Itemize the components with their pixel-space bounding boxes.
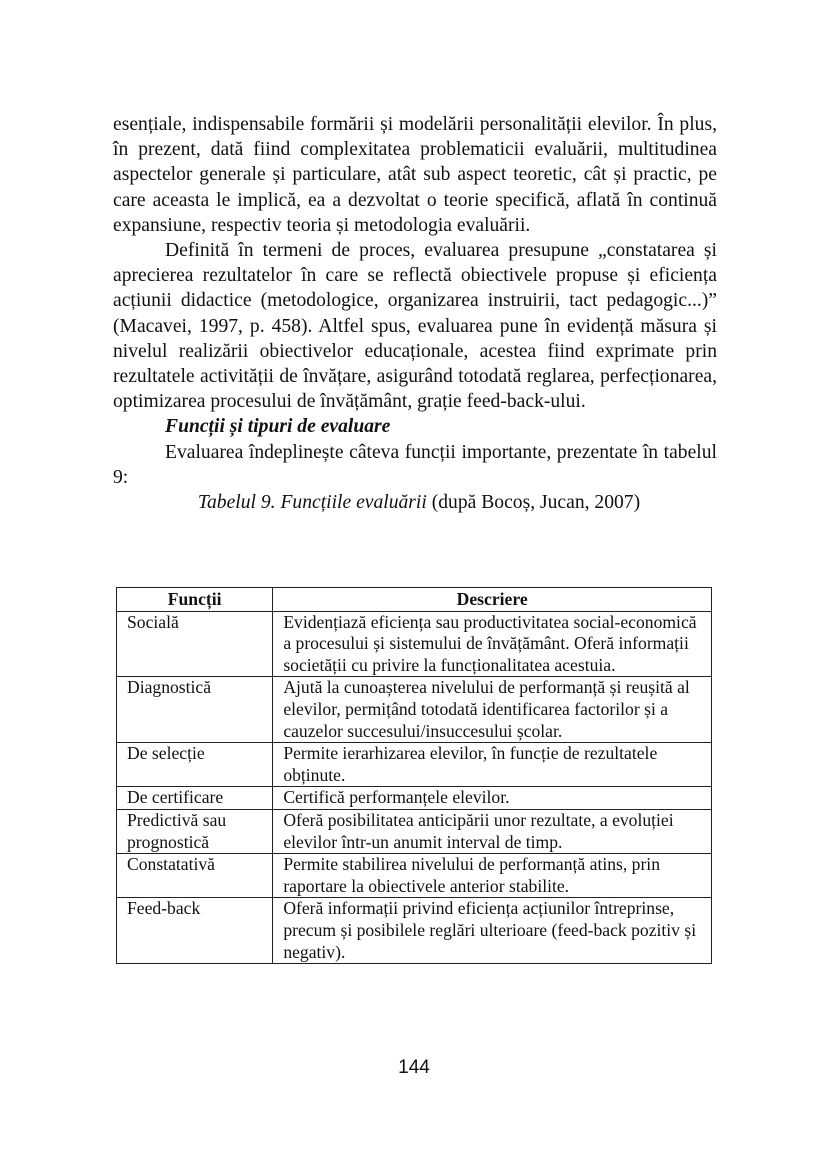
function-name-cell: Socială [117, 611, 273, 677]
function-description-cell: Permite stabilirea nivelului de performanță atins, prin raportare la obiectivele anterior stabilite. [273, 854, 712, 898]
functions-table-wrapper [116, 587, 712, 964]
function-name-cell: De certificare [117, 787, 273, 810]
section-heading: Funcții și tipuri de evaluare [165, 416, 391, 438]
function-description-cell: Oferă informații privind eficiența acțiunilor întreprinse, precum și posibilele reglări ulterioare (feed-back pozitiv și negativ). [273, 898, 712, 964]
paragraph-intro: esențiale, indispensabile formării și modelării personalității elevilor. În plus, în prezent, dată fiind complexitatea problematicii evaluării, multitudinea aspectelor generale și particulare, atât sub aspect teoretic, cât și practic, pe care aceasta le implică, ea a dezvoltat o teorie specifică, aflată în continuă expansiune, respectiv teoria și metodologia evaluării. [113, 114, 717, 236]
table-row [117, 611, 712, 677]
functions-table [116, 587, 712, 964]
table-row [117, 787, 712, 810]
page-number: 144 [398, 1057, 430, 1078]
table-header-row [117, 588, 712, 612]
paragraph-functions-intro: Evaluarea îndeplinește câteva funcții importante, prezentate în tabelul 9: [113, 441, 717, 488]
table-caption-source: (după Bocoș, Jucan, 2007) [426, 492, 641, 514]
function-name-cell: Predictivă sau prognostică [117, 809, 273, 853]
table-row [117, 743, 712, 787]
function-description-cell: Oferă posibilitatea anticipării unor rezultate, a evoluției elevilor într-un anumit interval de timp. [273, 809, 712, 853]
function-description-cell: Ajută la cunoașterea nivelului de performanță și reușită al elevilor, permițând totodată identificarea factorilor și a cauzelor succesului/insuccesului școlar. [273, 677, 712, 743]
table-caption-title: Tabelul 9. Funcțiile evaluării [197, 492, 427, 514]
header-cell-description: Descriere [273, 588, 712, 612]
page-body [113, 112, 717, 515]
function-description-cell: Permite ierarhizarea elevilor, în funcție de rezultatele obținute. [273, 743, 712, 787]
function-name-cell: Diagnostică [117, 677, 273, 743]
header-cell-functions: Funcții [117, 588, 273, 612]
function-name-cell: Feed-back [117, 898, 273, 964]
function-description-cell: Evidențiază eficiența sau productivitatea social-economică a procesului și sistemului de învățământ. Oferă informații societății cu privire la funcționalitatea acestuia. [273, 611, 712, 677]
table-row [117, 854, 712, 898]
table-row [117, 898, 712, 964]
table-caption [113, 490, 717, 515]
table-row [117, 809, 712, 853]
table-row [117, 677, 712, 743]
function-description-cell: Certifică performanțele elevilor. [273, 787, 712, 810]
function-name-cell: De selecție [117, 743, 273, 787]
function-name-cell: Constatativă [117, 854, 273, 898]
paragraph-definition: Definită în termeni de proces, evaluarea presupune „constatarea și aprecierea rezultatelor în care se reflectă obiectivele propuse și eficiența acțiunii didactice (metodologice, organizarea instruirii, tact pedagogic...)” (Macavei, 1997, p. 458). Altfel spus, evaluarea pune în evidență măsura și nivelul realizării obiectivelor educaționale, acestea fiind exprimate prin rezultatele activității de învățare, asigurând totodată reglarea, perfecționarea, optimizarea procesului de învățământ, grație feed-back-ului. [113, 240, 717, 413]
